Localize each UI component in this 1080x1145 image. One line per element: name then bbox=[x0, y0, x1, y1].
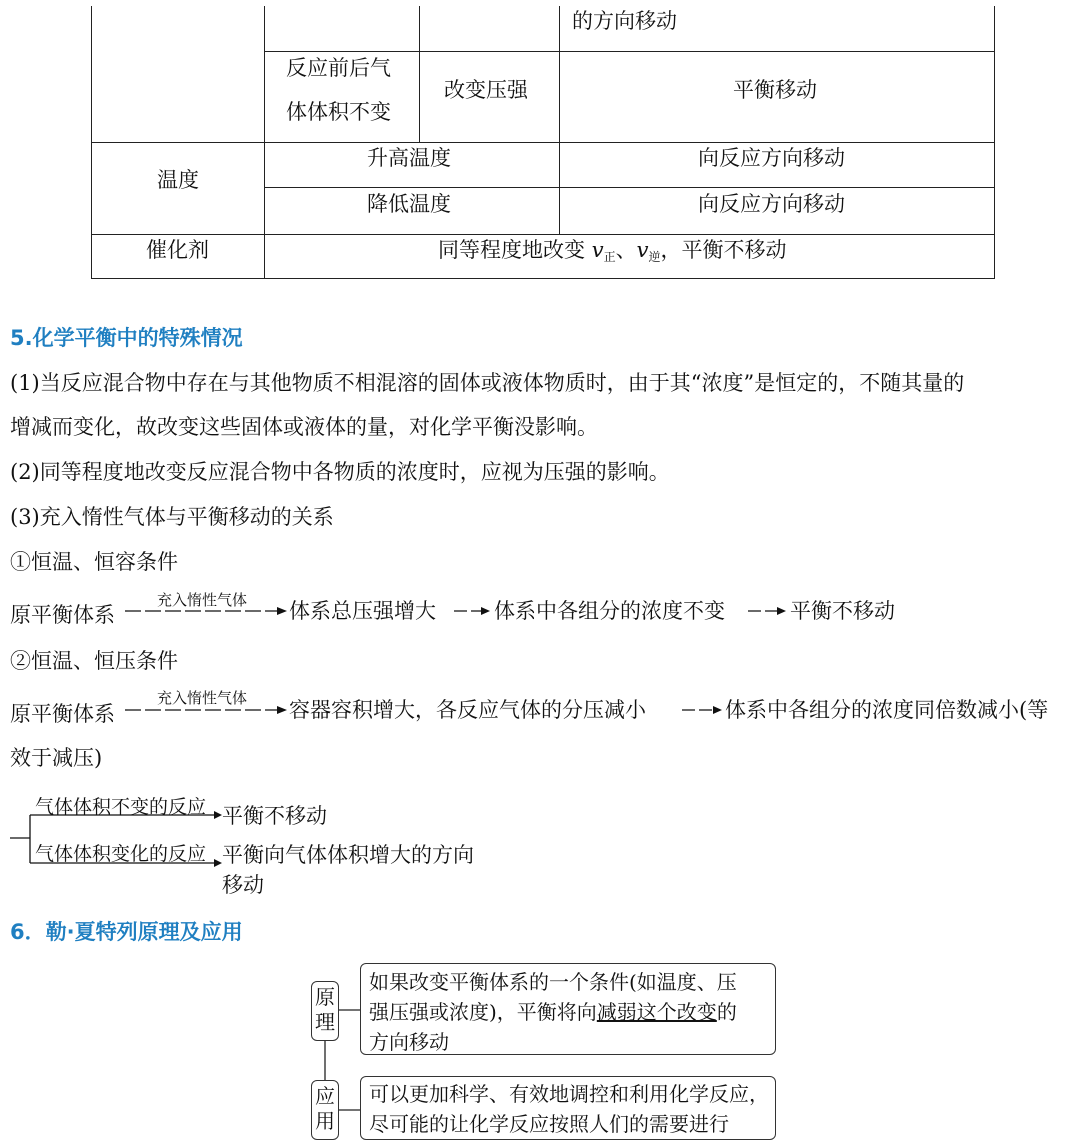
application-label-box bbox=[311, 1080, 339, 1140]
table-cell-direction: 的方向移动 bbox=[572, 9, 677, 33]
flow-1-step-2: 体系中各组分的浓度不变 bbox=[494, 599, 725, 623]
application-line-2: 尽可能的让化学反应按照人们的需要进行 bbox=[369, 1112, 729, 1136]
branch-1-result: 平衡不移动 bbox=[222, 804, 327, 828]
flow-1-arrow-icon-2 bbox=[746, 604, 788, 618]
flow-2-arrow-label: 充入惰性气体 bbox=[157, 689, 248, 707]
table-cell-raise-temp: 升高温度 bbox=[367, 146, 451, 170]
principle-label-char-2: 理 bbox=[315, 1010, 335, 1034]
principle-line-1: 如果改变平衡体系的一个条件(如温度、压 bbox=[369, 970, 737, 994]
table-cell-gas-volume-unchanged-1: 反应前后气 bbox=[286, 56, 391, 80]
paragraph-3: (3)充入惰性气体与平衡移动的关系 bbox=[10, 505, 334, 529]
table-cell-temperature: 温度 bbox=[157, 168, 199, 192]
flow-2-start: 原平衡体系 bbox=[10, 702, 115, 726]
flow-1-arrow-label: 充入惰性气体 bbox=[157, 591, 248, 609]
branch-2-result-line-2: 移动 bbox=[222, 873, 264, 897]
flow-1-arrow-icon bbox=[452, 604, 492, 618]
condition-1-title: ①恒温、恒容条件 bbox=[10, 550, 178, 574]
paragraph-1-line-2: 增减而变化，故改变这些固体或液体的量，对化学平衡没影响。 bbox=[10, 415, 598, 439]
branch-1-label: 气体体积不变的反应 bbox=[35, 796, 207, 818]
table-cell-catalyst: 催化剂 bbox=[146, 238, 209, 262]
principle-label-char-1: 原 bbox=[315, 985, 335, 1009]
table-cell-raise-temp-effect: 向反应方向移动 bbox=[698, 146, 845, 170]
flow-2-step-1: 容器容积增大，各反应气体的分压减小 bbox=[289, 698, 646, 722]
table-cell-gas-volume-unchanged-2: 体体积不变 bbox=[286, 100, 391, 124]
principle-label-box bbox=[311, 981, 339, 1041]
application-line-1: 可以更加科学、有效地调控和利用化学反应， bbox=[369, 1082, 769, 1106]
application-content-box bbox=[360, 1076, 776, 1140]
principle-line-3: 方向移动 bbox=[369, 1030, 449, 1054]
table-cell-equilibrium-shift: 平衡移动 bbox=[733, 78, 817, 102]
table-cell-catalyst-effect: 同等程度地改变 $v_正$、$v_逆$，平衡不移动 bbox=[438, 238, 787, 264]
table-cell-lower-temp: 降低温度 bbox=[367, 192, 451, 216]
table-cell-lower-temp-effect: 向反应方向移动 bbox=[698, 192, 845, 216]
table-cell-change-pressure: 改变压强 bbox=[444, 78, 528, 102]
application-label-char-2: 用 bbox=[315, 1109, 335, 1133]
principle-content-box bbox=[360, 963, 776, 1055]
flow-2-step-2-continued: 效于减压) bbox=[10, 746, 103, 770]
branch-2-label: 气体体积变化的反应 bbox=[35, 843, 207, 865]
flow-1-long-arrow-icon bbox=[123, 604, 289, 618]
paragraph-2: (2)同等程度地改变反应混合物中各物质的浓度时，应视为压强的影响。 bbox=[10, 460, 670, 484]
paragraph-1-line-1: (1)当反应混合物中存在与其他物质不相混溶的固体或液体物质时，由于其“浓度”是恒定的，不随其量的 bbox=[10, 371, 965, 395]
branch-2-result-line-1: 平衡向气体体积增大的方向 bbox=[222, 843, 474, 867]
flow-1-start: 原平衡体系 bbox=[10, 603, 115, 627]
flow-2-long-arrow-icon bbox=[123, 703, 289, 717]
flow-2-arrow-icon bbox=[680, 703, 724, 717]
principle-line-2: 强压强或浓度)，平衡将向减弱这个改变的 bbox=[369, 1000, 737, 1024]
condition-2-title: ②恒温、恒压条件 bbox=[10, 649, 178, 673]
flow-2-step-2: 体系中各组分的浓度同倍数减小(等 bbox=[725, 698, 1049, 722]
application-label-char-1: 应 bbox=[315, 1084, 335, 1108]
section-6-heading: 6．勒·夏特列原理及应用 bbox=[10, 920, 243, 944]
section-5-heading: 5.化学平衡中的特殊情况 bbox=[10, 326, 243, 350]
flow-1-step-3: 平衡不移动 bbox=[790, 599, 895, 623]
flow-1-step-1: 体系总压强增大 bbox=[289, 599, 436, 623]
principle-underlined: 减弱这个改变 bbox=[596, 1000, 717, 1024]
